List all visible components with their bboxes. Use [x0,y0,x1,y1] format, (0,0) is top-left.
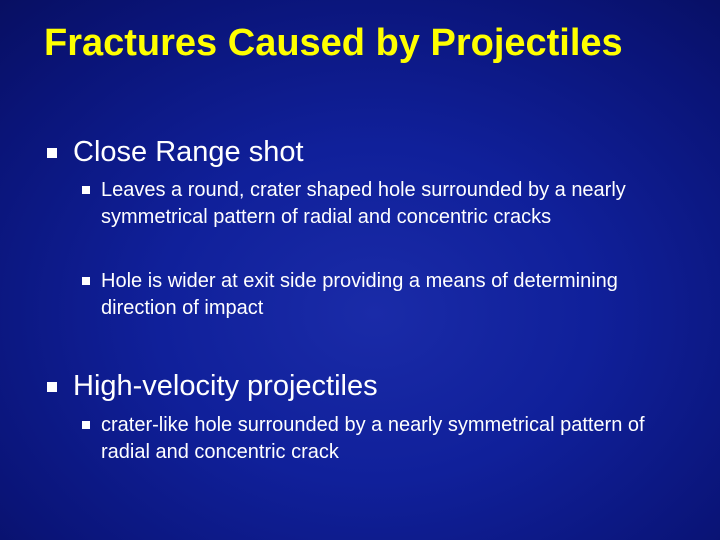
sub-bullet-crater-hole [82,177,682,231]
sub-bullet-text: Hole is wider at exit side providing a means of determining direction of impact [101,270,618,319]
square-bullet-icon [47,382,57,392]
bullet-text: High-velocity projectiles [73,370,378,402]
bullet-text: Close Range shot [73,136,304,168]
square-bullet-icon [82,277,90,285]
square-bullet-icon [47,148,57,158]
sub-bullet-text: crater-like hole surrounded by a nearly symmetrical pattern of radial and concentric crack [101,414,645,463]
bullet-close-range [47,135,687,169]
slide-title: Fractures Caused by Projectiles [44,22,623,64]
square-bullet-icon [82,421,90,429]
sub-bullet-exit-side [82,268,682,322]
sub-bullet-crater-like [82,412,682,466]
square-bullet-icon [82,186,90,194]
bullet-high-velocity [47,369,687,403]
sub-bullet-text: Leaves a round, crater shaped hole surrounded by a nearly symmetrical pattern of radial and concentric cracks [101,179,626,228]
